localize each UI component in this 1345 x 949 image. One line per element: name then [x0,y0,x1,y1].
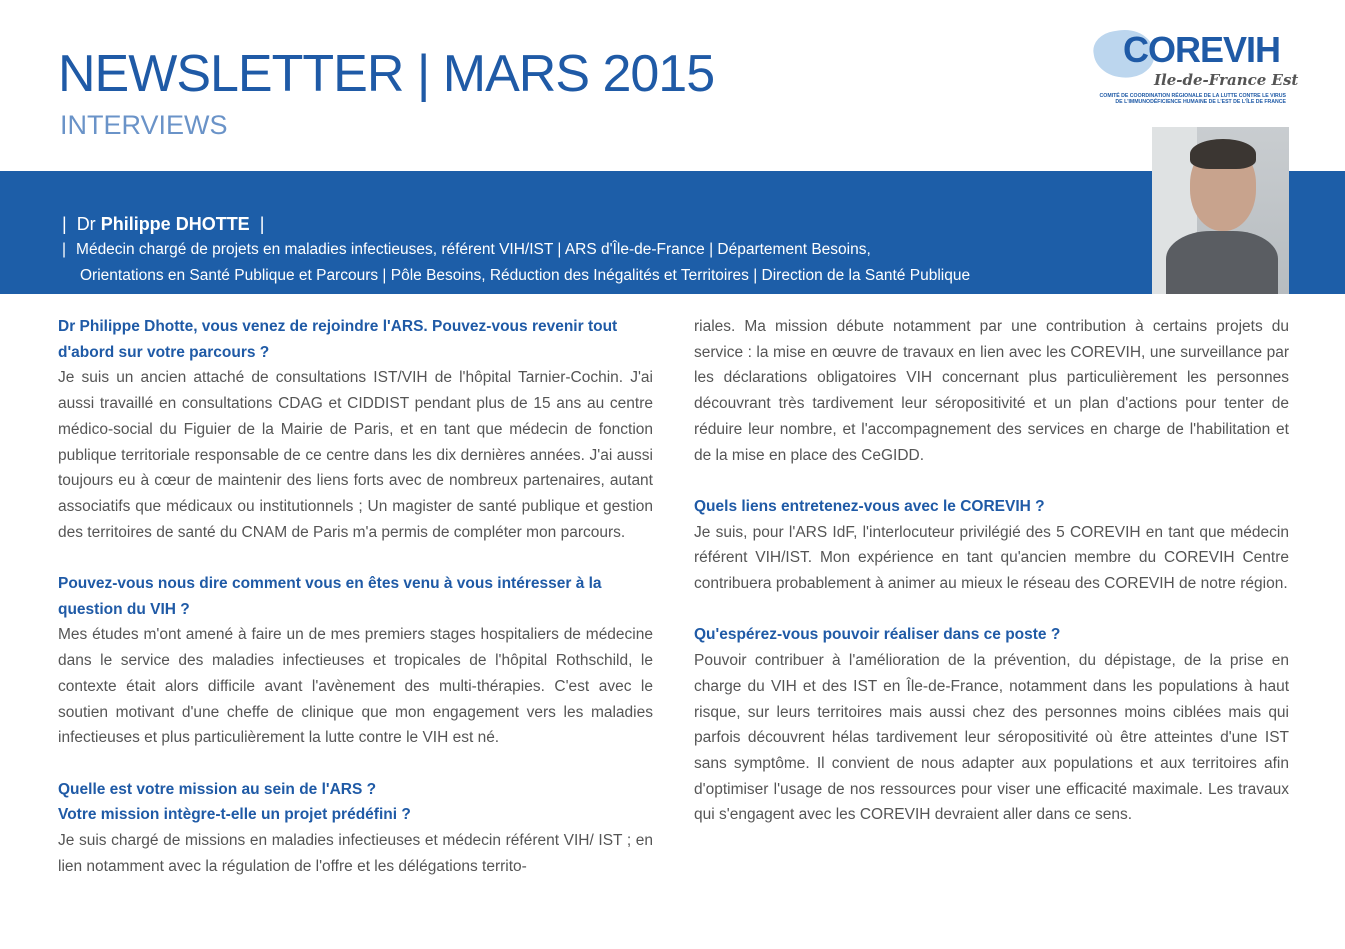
photo-hair [1190,139,1256,169]
logo-wordmark: COREVIH [1123,29,1281,70]
separator: | [62,214,67,234]
question-3a: Quelle est votre mission au sein de l'ARS ? [58,780,377,798]
profile-banner [0,171,1345,294]
question-2: Pouvez-vous nous dire comment vous en êtes venu à vous intéresser à la question du VIH ? [58,575,602,618]
profile-role-line-1 [62,237,970,263]
profile-photo [1152,127,1289,294]
answer-3-part-2: riales. Ma mission débute notamment par une contribution à certains projets du service : la mise en œuvre de travaux en lien avec les COREVIH, une surveillance par les déclarations obligatoires VIH concernant plus particulièrement les personnes découvrant très tardivement leur séropositivité et un plan d'actions pour tenter de réduire leur nombre, et l'accompagnement des services en charge de l'habilitation et de la mise en place des CeGIDD. [694,318,1289,464]
answer-3-part-1: Je suis chargé de missions en maladies infectieuses et médecin référent VIH/ IST ; en lien notamment avec la régulation de l'offre et les délégations territo- [58,832,653,875]
profile-role-line-2: Orientations en Santé Publique et Parcours | Pôle Besoins, Réduction des Inégalités et Territoires | Direction de la Santé Publique [80,267,971,284]
logo-tagline: COMITÉ DE COORDINATION RÉGIONALE DE LA LUTTE CONTRE LE VIRUS DE L'IMMUNODÉFICIENCE HUMAINE DE L'EST DE L'ÎLE DE FRANCE [1099,93,1286,105]
corevih-logo [1090,24,1299,114]
answer-5: Pouvoir contribuer à l'amélioration de la prévention, du dépistage, de la prise en charge du VIH et des IST en Île-de-France, notamment dans les populations à haut risque, sur leurs territoires mais aussi chez des personnes moins ciblées mais qui parfois découvrent hélas tardivement leur séropositivité où être atteintes d'une IST sans symptôme. Il convient de nous adapter aux populations et aux territoires afin d'optimiser l'usage de nos ressources pour viser une efficacité maximale. Les travaux qui s'engagent avec les COREVIH devraient aller dans ce sens. [694,652,1289,824]
question-1: Dr Philippe Dhotte, vous venez de rejoindre l'ARS. Pouvez-vous revenir tout d'abord sur votre parcours ? [58,318,618,361]
left-column [58,314,653,879]
separator: | [62,241,67,258]
name-prefix: Dr [76,214,101,234]
profile-info [62,211,970,289]
separator: | [249,214,265,234]
answer-1: Je suis un ancien attaché de consultations IST/VIH de l'hôpital Tarnier-Cochin. J'ai aussi travaillé en consultations CDAG et CIDDIST pendant plus de 15 ans au centre médico-social du Figuier de la Mairie de Paris, et en tant que médecin de fonction publique territoriale responsable de ce centre dans les dix dernières années. J'ai aussi toujours eu à cœur de maintenir des liens forts avec de nombreux partenaires, autant associatifs que médicaux ou institutionnels ; Un magister de santé publique et gestion des territoires de santé du CNAM de Paris m'a permis de compléter mon parcours. [58,369,653,541]
question-3b: Votre mission intègre-t-elle un projet prédéfini ? [58,806,411,824]
profile-name-line [62,211,970,237]
question-4: Quels liens entretenez-vous avec le COREVIH ? [694,497,1045,515]
question-5: Qu'espérez-vous pouvoir réaliser dans ce poste ? [694,626,1061,644]
newsletter-title: NEWSLETTER | MARS 2015 [58,45,715,103]
section-subtitle: INTERVIEWS [60,110,228,140]
role-text-1: Médecin chargé de projets en maladies infectieuses, référent VIH/IST | ARS d'Île-de-France | Département Besoins, [76,241,871,258]
right-column [694,314,1289,828]
photo-shoulders [1166,231,1278,294]
answer-4: Je suis, pour l'ARS IdF, l'interlocuteur privilégié des 5 COREVIH en tant que médecin référent VIH/IST. Mon expérience en tant qu'ancien membre du COREVIH Centre contribuera probablement à animer au mieux le réseau des COREVIH de notre région. [694,523,1289,593]
profile-name: Philippe DHOTTE [100,214,250,234]
answer-2: Mes études m'ont amené à faire un de mes premiers stages hospitaliers de médecine dans le service des maladies infectieuses et tropicales de l'hôpital Rothschild, le contexte était alors difficile avant l'avènement des multi-thérapies. C'est avec le soutien motivant d'une cheffe de clinique que mon engagement vers les maladies infectieuses et plus particulièrement la lutte contre le VIH est né. [58,626,653,747]
logo-region: Ile-de-France Est [1154,71,1299,89]
